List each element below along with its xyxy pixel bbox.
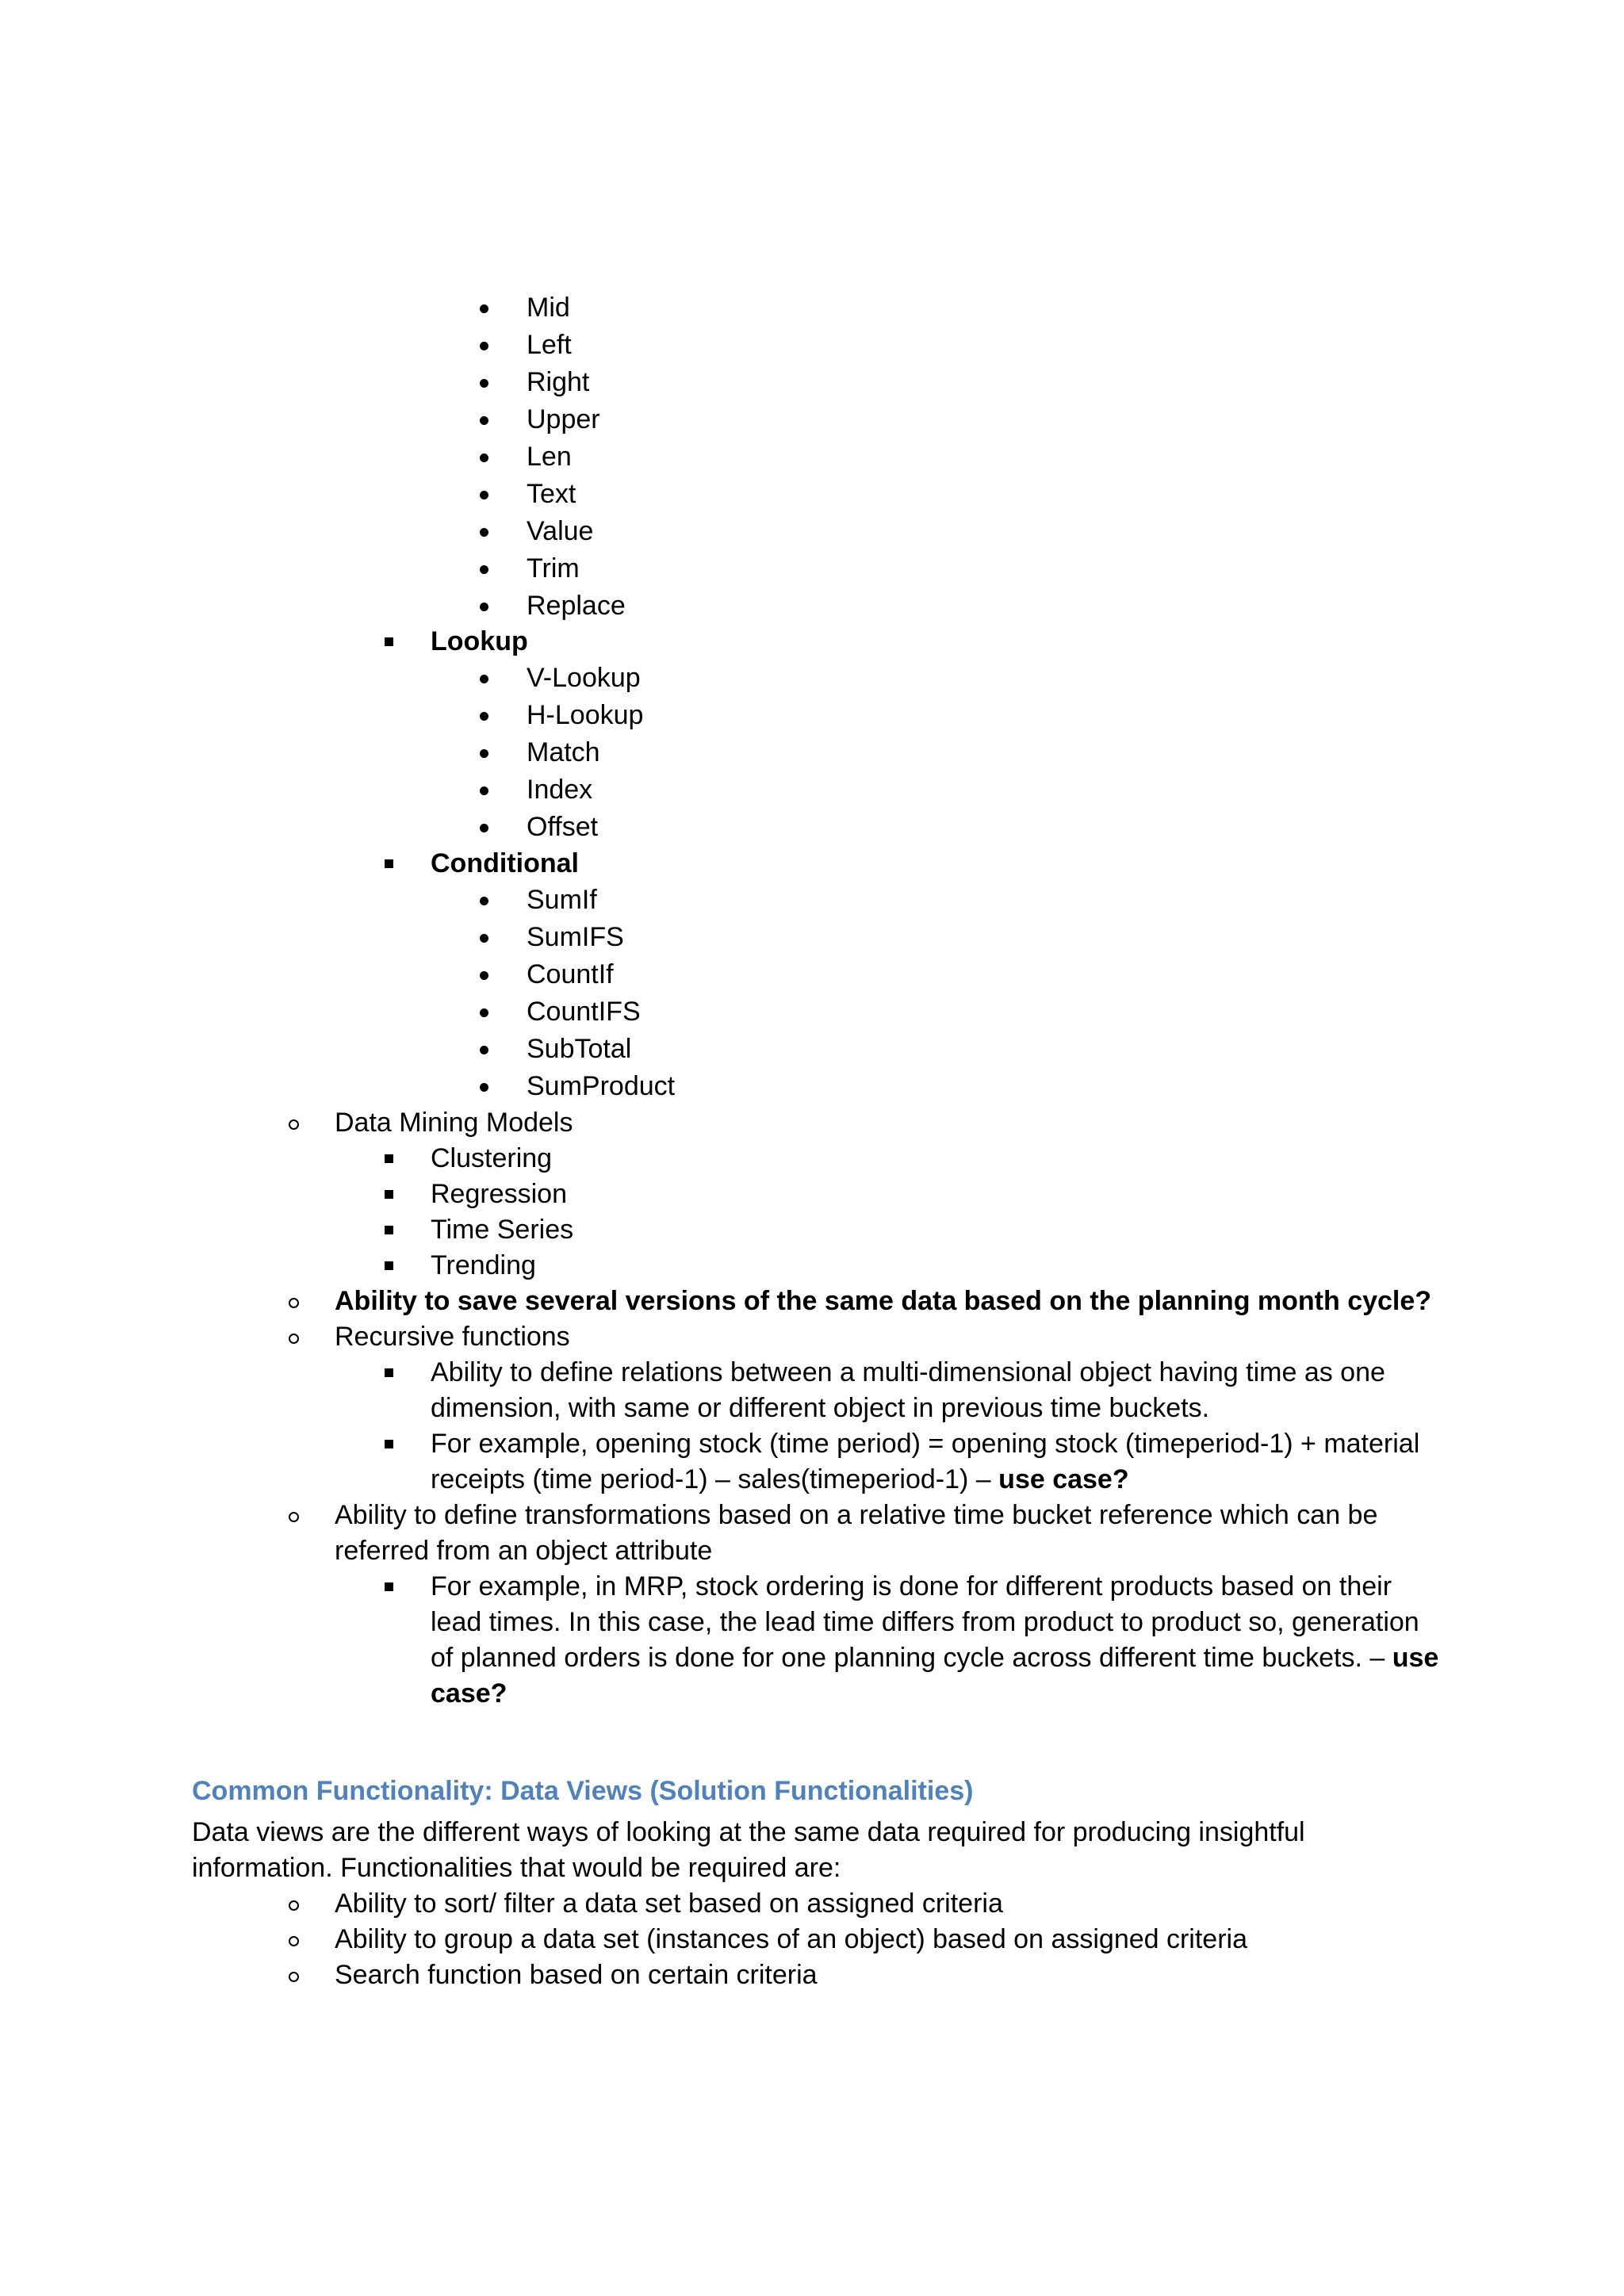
list-item: Replace <box>527 591 626 621</box>
recursive-item-1-line-1: Ability to define relations between a multi-dimensional object having time as one <box>431 1357 1385 1387</box>
list-item: Regression <box>431 1179 567 1209</box>
bullet-square <box>385 1368 393 1377</box>
bullet-dot <box>480 1008 488 1017</box>
bullet-dot <box>480 934 488 943</box>
list-item: Clustering <box>431 1143 553 1173</box>
bullet-square <box>385 859 393 868</box>
list-item: Time Series <box>431 1215 574 1245</box>
transformations-sub-line-3 <box>431 1640 1438 1676</box>
list-item: Trim <box>527 553 580 584</box>
list-item: Offset <box>527 812 599 842</box>
list-item: CountIFS <box>527 997 641 1027</box>
conditional-title: Conditional <box>431 848 579 878</box>
bullet-circle <box>289 1972 299 1982</box>
bullet-square <box>385 637 393 646</box>
list-item: Ability to group a data set (instances of an object) based on assigned criteria <box>335 1924 1248 1954</box>
bullet-dot <box>480 528 488 537</box>
list-item: Left <box>527 330 572 360</box>
transformations-line-2: referred from an object attribute <box>335 1536 713 1566</box>
bullet-square <box>385 1226 393 1234</box>
transformations-sub-text: of planned orders is done for one planning cycle across different time buckets. – <box>431 1643 1392 1673</box>
bullet-square <box>385 1582 393 1591</box>
transformations-sub-line-2: lead times. In this case, the lead time differs from product to product so, generation <box>431 1607 1419 1637</box>
bullet-dot <box>480 749 488 758</box>
bullet-dot <box>480 304 488 313</box>
list-item: Mid <box>527 293 570 323</box>
bullet-dot <box>480 1083 488 1092</box>
bullet-circle <box>289 1298 299 1308</box>
bullet-circle <box>289 1512 299 1522</box>
list-item: V-Lookup <box>527 663 641 693</box>
transformations-sub-line-4: case? <box>431 1678 508 1709</box>
bullet-square <box>385 1154 393 1163</box>
versions-text: Ability to save several versions of the same data based on the planning month cycle? <box>335 1286 1432 1316</box>
use-case-label: use case? <box>998 1464 1129 1494</box>
list-item: Upper <box>527 404 600 434</box>
bullet-circle <box>289 1936 299 1946</box>
bullet-circle <box>289 1334 299 1344</box>
recursive-item-2-line-2 <box>431 1462 1129 1498</box>
bullet-circle <box>289 1119 299 1130</box>
bullet-dot <box>480 675 488 683</box>
recursive-item-2-text: receipts (time period-1) – sales(timeperiod-1) – <box>431 1464 999 1494</box>
paragraph-line-2: information. Functionalities that would be required are: <box>192 1853 841 1883</box>
data-mining-title: Data Mining Models <box>335 1108 573 1138</box>
list-item: H-Lookup <box>527 700 644 730</box>
list-item: Text <box>527 479 576 509</box>
list-item: Right <box>527 367 590 397</box>
bullet-circle <box>289 1900 299 1911</box>
bullet-dot <box>480 416 488 425</box>
use-label: use <box>1392 1643 1439 1673</box>
bullet-dot <box>480 712 488 721</box>
bullet-dot <box>480 1046 488 1054</box>
list-item: SumIFS <box>527 922 624 952</box>
transformations-sub-line-1: For example, in MRP, stock ordering is done for different products based on their <box>431 1571 1392 1601</box>
list-item: Len <box>527 442 572 472</box>
section-heading: Common Functionality: Data Views (Solution Functionalities) <box>192 1776 974 1806</box>
list-item: CountIf <box>527 959 614 989</box>
recursive-item-1-line-2: dimension, with same or different object in previous time buckets. <box>431 1393 1210 1423</box>
list-item: SumProduct <box>527 1071 676 1101</box>
list-item: SubTotal <box>527 1034 632 1064</box>
bullet-dot <box>480 897 488 905</box>
recursive-item-2-line-1: For example, opening stock (time period) = opening stock (timeperiod-1) + material <box>431 1429 1420 1459</box>
bullet-dot <box>480 603 488 611</box>
bullet-dot <box>480 824 488 832</box>
list-item: Search function based on certain criteria <box>335 1960 818 1990</box>
bullet-dot <box>480 453 488 462</box>
recursive-title: Recursive functions <box>335 1322 570 1352</box>
lookup-title: Lookup <box>431 626 528 656</box>
list-item: Ability to sort/ filter a data set based on assigned criteria <box>335 1888 1003 1919</box>
bullet-dot <box>480 786 488 795</box>
bullet-dot <box>480 491 488 499</box>
bullet-dot <box>480 379 488 388</box>
bullet-square <box>385 1190 393 1199</box>
bullet-dot <box>480 971 488 980</box>
paragraph-line-1: Data views are the different ways of looking at the same data required for producing insightful <box>192 1817 1305 1847</box>
list-item: Trending <box>431 1250 536 1280</box>
bullet-square <box>385 1440 393 1448</box>
bullet-dot <box>480 342 488 350</box>
bullet-square <box>385 1261 393 1270</box>
bullet-dot <box>480 565 488 574</box>
list-item: Match <box>527 737 600 767</box>
list-item: Value <box>527 516 594 546</box>
list-item: SumIf <box>527 885 597 915</box>
list-item: Index <box>527 775 593 805</box>
transformations-line-1: Ability to define transformations based on a relative time bucket reference which can be <box>335 1500 1378 1530</box>
